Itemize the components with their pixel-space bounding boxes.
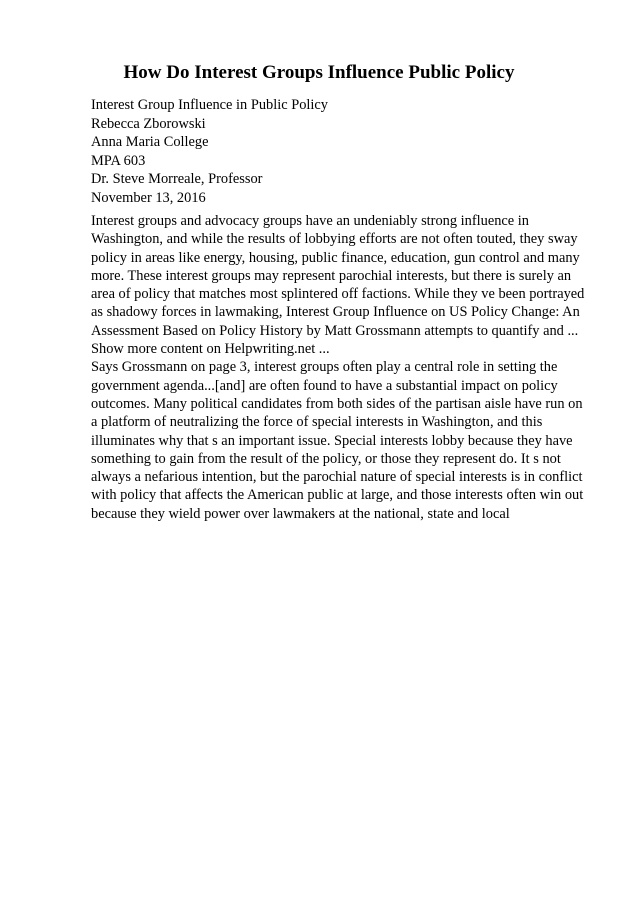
document-title: How Do Interest Groups Influence Public Policy xyxy=(123,62,515,83)
body-line: more. These interest groups may represent parochial interests, but there is surely an xyxy=(91,267,572,284)
body-line: government agenda...[and] are often found to have a substantial impact on policy xyxy=(91,377,558,394)
body-line: area of policy that matches most splintered off factions. While they ve been portrayed xyxy=(91,286,585,303)
body-line: a platform of neutralizing the force of special interests in Washington, and this xyxy=(91,414,543,431)
body-line: always a nefarious intention, but the parochial nature of special interests is in conflict xyxy=(91,469,583,486)
document-body xyxy=(91,212,611,523)
header-institution: Anna Maria College xyxy=(91,134,209,150)
body-line: Washington, and while the results of lobbying efforts are not often touted, they sway xyxy=(91,231,578,248)
header-course: MPA 603 xyxy=(91,152,146,169)
body-line: as shadowy forces in lawmaking, Interest Group Influence on US Policy Change: An xyxy=(91,304,580,321)
header-author: Rebecca Zborowski xyxy=(91,115,206,132)
body-line: illuminates why that s an important issue. Special interests lobby because they have xyxy=(91,432,573,449)
body-line: Says Grossmann on page 3, interest groups often play a central role in setting the xyxy=(91,359,558,376)
header-subtitle: Interest Group Influence in Public Policy xyxy=(91,97,328,113)
body-line: with policy that affects the American public at large, and those interests often win out xyxy=(91,487,584,504)
document-header xyxy=(91,96,611,207)
header-professor: Dr. Steve Morreale, Professor xyxy=(91,171,263,187)
body-line: policy in areas like energy, housing, public finance, education, gun control and many xyxy=(91,249,580,266)
body-line: outcomes. Many political candidates from both sides of the partisan aisle have run on xyxy=(91,395,583,412)
header-date: November 13, 2016 xyxy=(91,189,206,206)
show-more-line: Show more content on Helpwriting.net ... xyxy=(91,341,330,358)
body-line: Assessment Based on Policy History by Matt Grossmann attempts to quantify and ... xyxy=(91,322,579,339)
body-line: because they wield power over lawmakers at the national, state and local xyxy=(91,505,510,522)
body-line: Interest groups and advocacy groups have an undeniably strong influence in xyxy=(91,213,529,229)
body-line: something to gain from the result of the policy, or those they represent do. It s not xyxy=(91,450,561,467)
